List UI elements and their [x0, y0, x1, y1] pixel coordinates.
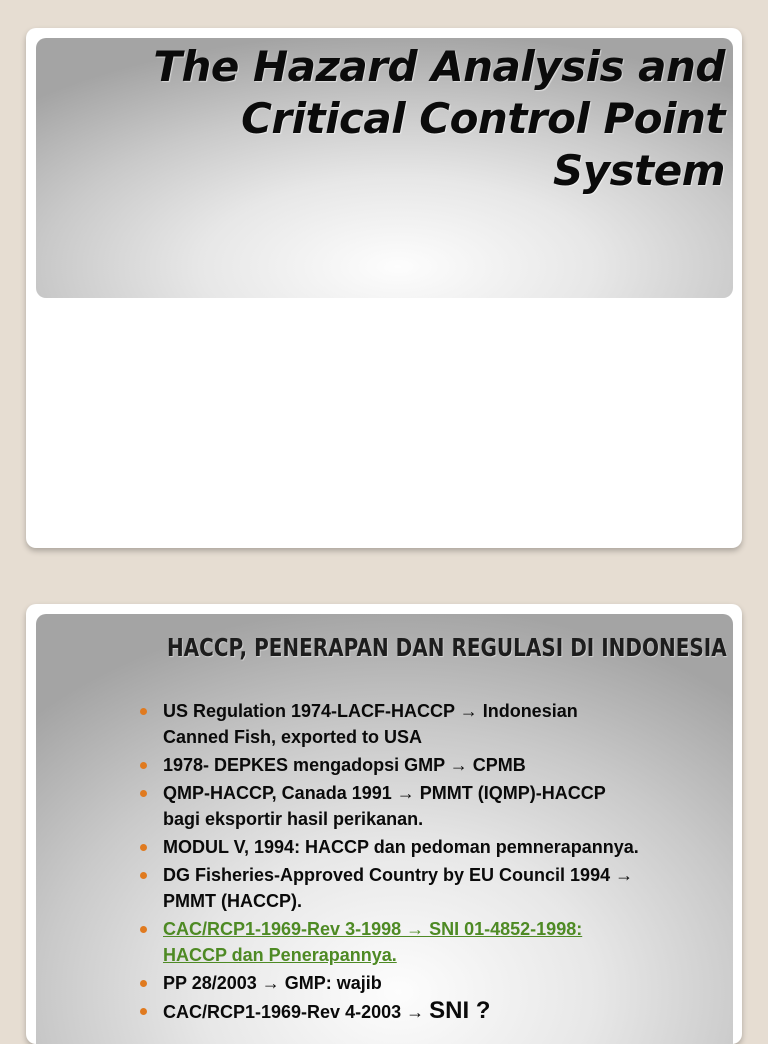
bullet-dot-icon [140, 708, 147, 715]
slide-1 [26, 28, 742, 548]
bullet-text-line: PP 28/2003 → GMP: wajib [163, 973, 382, 993]
bullet-item [136, 752, 726, 778]
bullet-list [136, 698, 726, 1027]
bullet-dot-icon [140, 844, 147, 851]
bullet-text: CAC/RCP1-1969-Rev 4-2003 → [163, 1002, 430, 1022]
bullet-text-line: MODUL V, 1994: HACCP dan pedoman pemnerapannya. [163, 837, 639, 857]
bullet-item-link[interactable] [136, 916, 726, 968]
bullet-dot-icon [140, 980, 147, 987]
bullet-item [136, 862, 726, 914]
sni-question-text: SNI ? [429, 997, 491, 1024]
title-line-2: Critical Control Point [241, 94, 725, 143]
slide-2 [26, 604, 742, 1044]
title-panel [36, 38, 733, 298]
bullet-text-line: QMP-HACCP, Canada 1991 → PMMT (IQMP)-HACCP [163, 783, 606, 803]
bullet-dot-icon [140, 790, 147, 797]
bullet-text-line: 1978- DEPKES mengadopsi GMP → CPMB [163, 755, 526, 775]
bullet-item [136, 698, 726, 750]
slide-title [153, 41, 725, 197]
bullet-dot-icon [140, 926, 147, 933]
bullet-item [136, 970, 726, 996]
slide-title: HACCP, PENERAPAN DAN REGULASI DI INDONESIA [167, 633, 727, 662]
bullet-item [136, 834, 726, 860]
bullet-dot-icon [140, 872, 147, 879]
title-line-1: The Hazard Analysis and [153, 42, 725, 91]
bullet-text-line: DG Fisheries-Approved Country by EU Council 1994 → [163, 865, 634, 885]
bullet-text-line: PMMT (HACCP). [163, 891, 302, 911]
hyperlink-text-line[interactable]: HACCP dan Penerapannya. [163, 945, 397, 965]
content-panel [36, 614, 733, 1044]
bullet-text-line: US Regulation 1974-LACF-HACCP → Indonesian [163, 701, 578, 721]
bullet-dot-icon [140, 762, 147, 769]
bullet-item [136, 998, 726, 1025]
bullet-item [136, 780, 726, 832]
bullet-dot-icon [140, 1008, 147, 1015]
bullet-text-line: Canned Fish, exported to USA [163, 727, 423, 747]
hyperlink-text-line[interactable]: CAC/RCP1-1969-Rev 3-1998 → SNI 01-4852-1998: [163, 919, 583, 939]
title-line-3: System [553, 146, 725, 195]
bullet-text-line [163, 998, 726, 1025]
bullet-text-line: bagi eksportir hasil perikanan. [163, 809, 424, 829]
